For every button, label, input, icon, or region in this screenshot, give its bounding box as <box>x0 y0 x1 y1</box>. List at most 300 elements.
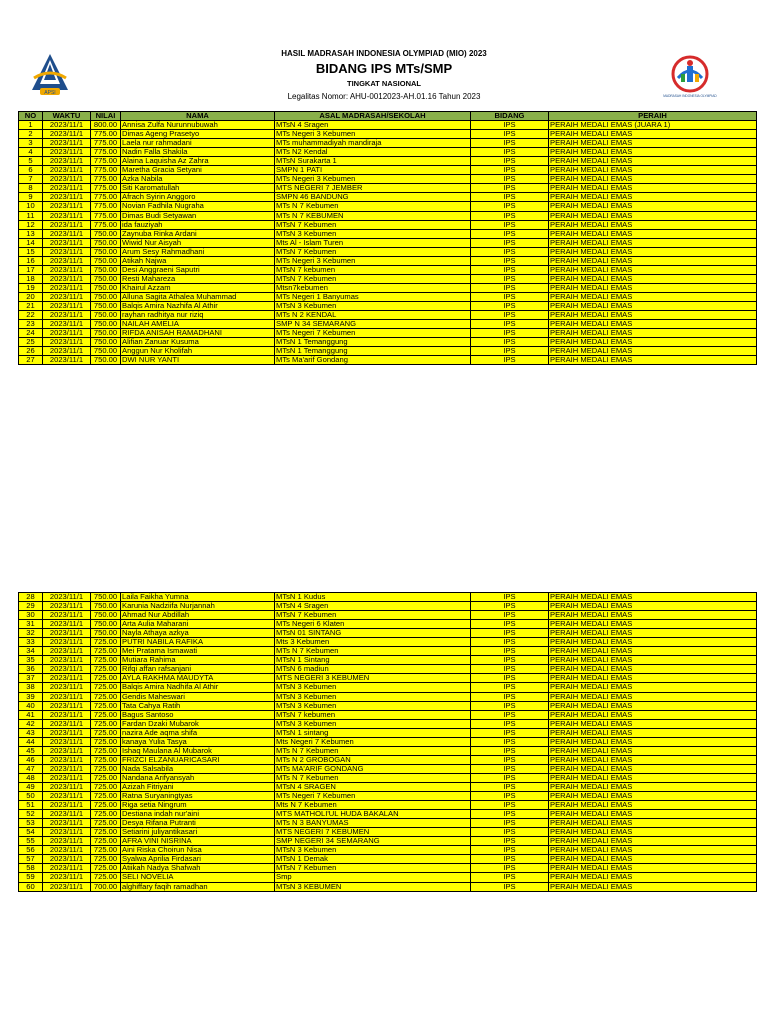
cell-nama: Laela nur rahmadani <box>121 139 275 148</box>
cell-nilai: 775.00 <box>91 175 121 184</box>
cell-bidang: IPS <box>471 229 549 238</box>
cell-nilai: 725.00 <box>91 819 121 828</box>
cell-nama: Aini Riska Choirun Nisa <box>121 846 275 855</box>
cell-no: 35 <box>19 656 43 665</box>
cell-peraih: PERAIH MEDALI EMAS <box>549 166 757 175</box>
cell-nama: Balqis Amira Nadhifa Al Athir <box>121 683 275 692</box>
cell-nama: Anggun Nur Kholifah <box>121 347 275 356</box>
cell-waktu: 2023/11/1 <box>43 683 91 692</box>
cell-waktu: 2023/11/1 <box>43 746 91 755</box>
cell-bidang: IPS <box>471 701 549 710</box>
cell-peraih: PERAIH MEDALI EMAS <box>549 311 757 320</box>
cell-no: 30 <box>19 611 43 620</box>
cell-bidang: IPS <box>471 864 549 873</box>
cell-asal: MTs N2 Kendal <box>275 148 471 157</box>
cell-no: 25 <box>19 338 43 347</box>
cell-asal: MTs N 7 Kebumen <box>275 647 471 656</box>
cell-no: 58 <box>19 864 43 873</box>
cell-waktu: 2023/11/1 <box>43 737 91 746</box>
cell-bidang: IPS <box>471 148 549 157</box>
cell-nilai: 750.00 <box>91 602 121 611</box>
cell-no: 3 <box>19 139 43 148</box>
cell-no: 47 <box>19 764 43 773</box>
table-row <box>19 882 757 891</box>
cell-nilai: 725.00 <box>91 647 121 656</box>
cell-nama: Annisa Zulfa Nurunnubuwah <box>121 121 275 130</box>
cell-nilai: 750.00 <box>91 320 121 329</box>
table-row <box>19 356 757 365</box>
cell-no: 57 <box>19 855 43 864</box>
cell-asal: MTsN 3 Kebumen <box>275 229 471 238</box>
cell-nilai: 750.00 <box>91 347 121 356</box>
cell-asal: MTS NEGERI 7 KEBUMEN <box>275 828 471 837</box>
cell-no: 20 <box>19 292 43 301</box>
cell-bidang: IPS <box>471 683 549 692</box>
cell-waktu: 2023/11/1 <box>43 656 91 665</box>
cell-waktu: 2023/11/1 <box>43 882 91 891</box>
cell-nama: Rifqi affan rafsanjani <box>121 665 275 674</box>
cell-nama: Desi Anggraeni Saputri <box>121 265 275 274</box>
cell-waktu: 2023/11/1 <box>43 148 91 157</box>
cell-peraih: PERAIH MEDALI EMAS <box>549 782 757 791</box>
cell-nama: Alifian Zanuar Kusuma <box>121 338 275 347</box>
cell-asal: MTsN 7 Kebumen <box>275 611 471 620</box>
cell-nilai: 750.00 <box>91 620 121 629</box>
cell-nilai: 725.00 <box>91 873 121 882</box>
table-row <box>19 737 757 746</box>
cell-nama: Afrach Syirin Anggoro <box>121 193 275 202</box>
cell-asal: MTs N 7 Kebumen <box>275 773 471 782</box>
cell-asal: MTs MA'ARIF GONDANG <box>275 764 471 773</box>
cell-bidang: IPS <box>471 121 549 130</box>
cell-nama: Azka Nabila <box>121 175 275 184</box>
cell-bidang: IPS <box>471 692 549 701</box>
cell-nilai: 725.00 <box>91 801 121 810</box>
column-header-nilai: NILAI <box>91 112 121 121</box>
cell-nilai: 750.00 <box>91 247 121 256</box>
cell-nilai: 725.00 <box>91 828 121 837</box>
cell-asal: MTsN Surakarta 1 <box>275 157 471 166</box>
cell-no: 42 <box>19 719 43 728</box>
cell-bidang: IPS <box>471 220 549 229</box>
cell-asal: MTs Negeri 3 Kebumen <box>275 130 471 139</box>
cell-no: 59 <box>19 873 43 882</box>
cell-waktu: 2023/11/1 <box>43 184 91 193</box>
cell-asal: MTs N 7 Kebumen <box>275 746 471 755</box>
cell-peraih: PERAIH MEDALI EMAS <box>549 148 757 157</box>
cell-bidang: IPS <box>471 602 549 611</box>
cell-no: 36 <box>19 665 43 674</box>
column-header-asal: ASAL MADRASAH/SEKOLAH <box>275 112 471 121</box>
cell-no: 44 <box>19 737 43 746</box>
cell-nama: Tata Cahya Ratih <box>121 701 275 710</box>
cell-nama: Azizah Fitriyani <box>121 782 275 791</box>
cell-waktu: 2023/11/1 <box>43 611 91 620</box>
cell-asal: MTs N 7 Kebumen <box>275 202 471 211</box>
cell-no: 10 <box>19 202 43 211</box>
cell-nama: Nandana Arifyansyah <box>121 773 275 782</box>
cell-bidang: IPS <box>471 283 549 292</box>
cell-bidang: IPS <box>471 837 549 846</box>
cell-asal: Mtsn7kebumen <box>275 283 471 292</box>
cell-peraih: PERAIH MEDALI EMAS <box>549 719 757 728</box>
cell-nama: Atikah Najwa <box>121 256 275 265</box>
cell-no: 7 <box>19 175 43 184</box>
cell-waktu: 2023/11/1 <box>43 166 91 175</box>
cell-nama: Wiwid Nur Aisyah <box>121 238 275 247</box>
cell-peraih: PERAIH MEDALI EMAS <box>549 184 757 193</box>
cell-nilai: 725.00 <box>91 719 121 728</box>
cell-waktu: 2023/11/1 <box>43 274 91 283</box>
cell-waktu: 2023/11/1 <box>43 193 91 202</box>
cell-waktu: 2023/11/1 <box>43 764 91 773</box>
cell-bidang: IPS <box>471 238 549 247</box>
mio-logo-text: MADRASAH INDONESIA OLYMPIAD <box>663 94 717 98</box>
cell-nama: Atiikah Nadya Shafwah <box>121 864 275 873</box>
cell-bidang: IPS <box>471 157 549 166</box>
cell-bidang: IPS <box>471 175 549 184</box>
cell-nama: ida fauziyah <box>121 220 275 229</box>
cell-bidang: IPS <box>471 202 549 211</box>
cell-nama: nazira Ade aqma shifa <box>121 728 275 737</box>
cell-waktu: 2023/11/1 <box>43 782 91 791</box>
cell-asal: MTsN 7 kebumen <box>275 710 471 719</box>
table-row <box>19 265 757 274</box>
cell-nilai: 750.00 <box>91 611 121 620</box>
cell-nilai: 725.00 <box>91 755 121 764</box>
cell-peraih: PERAIH MEDALI EMAS <box>549 701 757 710</box>
cell-peraih: PERAIH MEDALI EMAS <box>549 647 757 656</box>
cell-waktu: 2023/11/1 <box>43 846 91 855</box>
cell-bidang: IPS <box>471 130 549 139</box>
cell-waktu: 2023/11/1 <box>43 175 91 184</box>
cell-no: 37 <box>19 674 43 683</box>
cell-waktu: 2023/11/1 <box>43 329 91 338</box>
cell-asal: MTS NEGERI 3 KEBUMEN <box>275 674 471 683</box>
cell-no: 51 <box>19 801 43 810</box>
cell-peraih: PERAIH MEDALI EMAS <box>549 283 757 292</box>
cell-nilai: 750.00 <box>91 274 121 283</box>
cell-asal: MTs Negeri 1 Banyumas <box>275 292 471 301</box>
cell-bidang: IPS <box>471 665 549 674</box>
cell-waktu: 2023/11/1 <box>43 674 91 683</box>
cell-waktu: 2023/11/1 <box>43 238 91 247</box>
cell-nilai: 725.00 <box>91 656 121 665</box>
cell-bidang: IPS <box>471 764 549 773</box>
cell-nama: Desya Rifana Putranti <box>121 819 275 828</box>
cell-peraih: PERAIH MEDALI EMAS <box>549 665 757 674</box>
cell-asal: MTs N 3 BANYUMAS <box>275 819 471 828</box>
cell-no: 11 <box>19 211 43 220</box>
cell-nilai: 750.00 <box>91 292 121 301</box>
cell-bidang: IPS <box>471 638 549 647</box>
cell-asal: MTsN 7 Kebumen <box>275 220 471 229</box>
cell-peraih: PERAIH MEDALI EMAS <box>549 620 757 629</box>
cell-peraih: PERAIH MEDALI EMAS <box>549 873 757 882</box>
cell-peraih: PERAIH MEDALI EMAS <box>549 837 757 846</box>
cell-no: 54 <box>19 828 43 837</box>
cell-peraih: PERAIH MEDALI EMAS <box>549 638 757 647</box>
cell-peraih: PERAIH MEDALI EMAS <box>549 292 757 301</box>
cell-no: 53 <box>19 819 43 828</box>
cell-no: 31 <box>19 620 43 629</box>
cell-bidang: IPS <box>471 828 549 837</box>
cell-bidang: IPS <box>471 356 549 365</box>
cell-no: 22 <box>19 311 43 320</box>
cell-waktu: 2023/11/1 <box>43 719 91 728</box>
cell-nilai: 800.00 <box>91 121 121 130</box>
table-row <box>19 728 757 737</box>
cell-nilai: 750.00 <box>91 256 121 265</box>
table-row <box>19 247 757 256</box>
cell-no: 28 <box>19 593 43 602</box>
cell-no: 55 <box>19 837 43 846</box>
cell-peraih: PERAIH MEDALI EMAS <box>549 737 757 746</box>
cell-nama: Laila Faikha Yumna <box>121 593 275 602</box>
cell-nama: Arum Sesy Rahmadhani <box>121 247 275 256</box>
cell-waktu: 2023/11/1 <box>43 202 91 211</box>
cell-peraih: PERAIH MEDALI EMAS <box>549 265 757 274</box>
cell-peraih: PERAIH MEDALI EMAS <box>549 828 757 837</box>
cell-peraih: PERAIH MEDALI EMAS <box>549 683 757 692</box>
cell-nilai: 750.00 <box>91 229 121 238</box>
cell-waktu: 2023/11/1 <box>43 629 91 638</box>
cell-peraih: PERAIH MEDALI EMAS <box>549 801 757 810</box>
table-row <box>19 710 757 719</box>
cell-bidang: IPS <box>471 819 549 828</box>
table-row <box>19 719 757 728</box>
cell-waktu: 2023/11/1 <box>43 728 91 737</box>
cell-asal: MTsN 3 Kebumen <box>275 301 471 310</box>
cell-nilai: 725.00 <box>91 846 121 855</box>
column-header-peraih: PERAIH <box>549 112 757 121</box>
cell-waktu: 2023/11/1 <box>43 701 91 710</box>
table-row <box>19 683 757 692</box>
cell-bidang: IPS <box>471 746 549 755</box>
cell-bidang: IPS <box>471 873 549 882</box>
cell-nilai: 750.00 <box>91 311 121 320</box>
cell-waktu: 2023/11/1 <box>43 710 91 719</box>
cell-no: 13 <box>19 229 43 238</box>
cell-nilai: 750.00 <box>91 238 121 247</box>
cell-asal: MTs Ma'arif Gondang <box>275 356 471 365</box>
cell-no: 34 <box>19 647 43 656</box>
cell-peraih: PERAIH MEDALI EMAS <box>549 175 757 184</box>
cell-bidang: IPS <box>471 656 549 665</box>
cell-nilai: 725.00 <box>91 674 121 683</box>
cell-no: 6 <box>19 166 43 175</box>
cell-waktu: 2023/11/1 <box>43 229 91 238</box>
cell-nama: Maretha Gracia Setyani <box>121 166 275 175</box>
cell-waktu: 2023/11/1 <box>43 211 91 220</box>
table-row <box>19 202 757 211</box>
cell-nama: Dimas Ageng Prasetyo <box>121 130 275 139</box>
table-row <box>19 701 757 710</box>
cell-nama: Khairul Azzam <box>121 283 275 292</box>
cell-nilai: 725.00 <box>91 683 121 692</box>
cell-nilai: 725.00 <box>91 746 121 755</box>
cell-peraih: PERAIH MEDALI EMAS <box>549 674 757 683</box>
cell-no: 8 <box>19 184 43 193</box>
document-header <box>0 48 768 103</box>
cell-nama: Riga setia Ningrum <box>121 801 275 810</box>
cell-waktu: 2023/11/1 <box>43 692 91 701</box>
cell-no: 16 <box>19 256 43 265</box>
cell-nilai: 725.00 <box>91 855 121 864</box>
cell-no: 5 <box>19 157 43 166</box>
cell-nilai: 775.00 <box>91 220 121 229</box>
cell-peraih: PERAIH MEDALI EMAS <box>549 274 757 283</box>
cell-bidang: IPS <box>471 247 549 256</box>
cell-asal: MTsN 7 Kebumen <box>275 864 471 873</box>
cell-bidang: IPS <box>471 810 549 819</box>
cell-bidang: IPS <box>471 347 549 356</box>
cell-nama: Balqis Amira Nazhifa Al Athir <box>121 301 275 310</box>
results-table-1 <box>18 111 757 365</box>
cell-asal: MTsN 4 SRAGEN <box>275 782 471 791</box>
cell-no: 14 <box>19 238 43 247</box>
cell-asal: Mts N 7 Kebumen <box>275 801 471 810</box>
cell-bidang: IPS <box>471 593 549 602</box>
cell-asal: MTs Negeri 6 Klaten <box>275 620 471 629</box>
cell-peraih: PERAIH MEDALI EMAS <box>549 301 757 310</box>
cell-bidang: IPS <box>471 274 549 283</box>
table-row <box>19 229 757 238</box>
cell-asal: MTsN 01 SINTANG <box>275 629 471 638</box>
cell-waktu: 2023/11/1 <box>43 121 91 130</box>
cell-nama: alghiffary faqih ramadhan <box>121 882 275 891</box>
cell-asal: MTs N 7 KEBUMEN <box>275 211 471 220</box>
cell-waktu: 2023/11/1 <box>43 855 91 864</box>
cell-nama: SELI NOVELIA <box>121 873 275 882</box>
cell-peraih: PERAIH MEDALI EMAS <box>549 746 757 755</box>
cell-nama: kanaya Yulia Tasya <box>121 737 275 746</box>
cell-waktu: 2023/11/1 <box>43 301 91 310</box>
cell-asal: MTsN 1 sintang <box>275 728 471 737</box>
cell-nilai: 725.00 <box>91 638 121 647</box>
cell-no: 24 <box>19 329 43 338</box>
cell-asal: MTs Negeri 3 Kebumen <box>275 175 471 184</box>
cell-nilai: 725.00 <box>91 692 121 701</box>
cell-bidang: IPS <box>471 311 549 320</box>
cell-asal: MTsN 3 Kebumen <box>275 683 471 692</box>
cell-nama: Destiana indah nur'aini <box>121 810 275 819</box>
cell-bidang: IPS <box>471 329 549 338</box>
cell-waktu: 2023/11/1 <box>43 220 91 229</box>
cell-nilai: 725.00 <box>91 701 121 710</box>
cell-bidang: IPS <box>471 755 549 764</box>
cell-no: 27 <box>19 356 43 365</box>
cell-asal: MTs Negeri 3 Kebumen <box>275 256 471 265</box>
cell-asal: Mts Negeri 7 Kebumen <box>275 737 471 746</box>
cell-waktu: 2023/11/1 <box>43 819 91 828</box>
cell-nilai: 775.00 <box>91 166 121 175</box>
cell-peraih: PERAIH MEDALI EMAS <box>549 238 757 247</box>
cell-asal: MTsN 1 Demak <box>275 855 471 864</box>
cell-bidang: IPS <box>471 801 549 810</box>
cell-waktu: 2023/11/1 <box>43 620 91 629</box>
cell-nama: Alluna Sagita Athalea Muhammad <box>121 292 275 301</box>
cell-asal: Smp <box>275 873 471 882</box>
cell-asal: MTS MATHOLI'UL HUDA BAKALAN <box>275 810 471 819</box>
cell-peraih: PERAIH MEDALI EMAS <box>549 819 757 828</box>
cell-waktu: 2023/11/1 <box>43 247 91 256</box>
cell-waktu: 2023/11/1 <box>43 320 91 329</box>
cell-nilai: 725.00 <box>91 837 121 846</box>
header-level: TINGKAT NASIONAL <box>346 79 422 88</box>
cell-asal: MTs Negeri 7 Kebumen <box>275 329 471 338</box>
table-row <box>19 746 757 755</box>
cell-asal: MTs N 2 KENDAL <box>275 311 471 320</box>
cell-no: 45 <box>19 746 43 755</box>
cell-asal: MTsN 3 Kebumen <box>275 846 471 855</box>
cell-asal: SMP NEGERI 34 SEMARANG <box>275 837 471 846</box>
column-header-waktu: WAKTU <box>43 112 91 121</box>
cell-waktu: 2023/11/1 <box>43 139 91 148</box>
cell-peraih: PERAIH MEDALI EMAS <box>549 320 757 329</box>
cell-nilai: 725.00 <box>91 792 121 801</box>
cell-asal: MTS NEGERI 7 JEMBER <box>275 184 471 193</box>
cell-asal: Mts 3 Kebumen <box>275 638 471 647</box>
apsi-logo-text: APSI <box>44 90 56 96</box>
cell-bidang: IPS <box>471 846 549 855</box>
cell-nilai: 750.00 <box>91 338 121 347</box>
cell-nilai: 725.00 <box>91 773 121 782</box>
cell-nama: Ahmad Nur Abdillah <box>121 611 275 620</box>
cell-no: 50 <box>19 792 43 801</box>
cell-no: 4 <box>19 148 43 157</box>
cell-no: 18 <box>19 274 43 283</box>
cell-asal: MTsN 7 Kebumen <box>275 274 471 283</box>
column-header-no: NO <box>19 112 43 121</box>
cell-nama: AYLA RAKHMA MAUDYTA <box>121 674 275 683</box>
cell-waktu: 2023/11/1 <box>43 356 91 365</box>
cell-bidang: IPS <box>471 139 549 148</box>
cell-nilai: 725.00 <box>91 782 121 791</box>
cell-nama: Fardan Dzaki Mubarok <box>121 719 275 728</box>
cell-waktu: 2023/11/1 <box>43 647 91 656</box>
cell-nama: Alaina Laquisha Az Zahra <box>121 157 275 166</box>
table-row <box>19 211 757 220</box>
cell-nama: Karunia Nadziifa Nurjannah <box>121 602 275 611</box>
cell-nama: Siti Karomatullah <box>121 184 275 193</box>
cell-no: 32 <box>19 629 43 638</box>
cell-nilai: 750.00 <box>91 356 121 365</box>
cell-bidang: IPS <box>471 782 549 791</box>
cell-peraih: PERAIH MEDALI EMAS <box>549 202 757 211</box>
cell-nilai: 750.00 <box>91 329 121 338</box>
cell-nilai: 775.00 <box>91 139 121 148</box>
cell-asal: MTs N 2 GROBOGAN <box>275 755 471 764</box>
cell-no: 9 <box>19 193 43 202</box>
cell-peraih: PERAIH MEDALI EMAS <box>549 764 757 773</box>
cell-asal: MTsN 3 Kebumen <box>275 692 471 701</box>
cell-peraih: PERAIH MEDALI EMAS <box>549 810 757 819</box>
cell-waktu: 2023/11/1 <box>43 347 91 356</box>
cell-peraih: PERAIH MEDALI EMAS <box>549 256 757 265</box>
cell-peraih: PERAIH MEDALI EMAS <box>549 611 757 620</box>
header-legal-number: Legalitas Nomor: AHU-0012023-AH.01.16 Tahun 2023 <box>287 92 481 101</box>
cell-peraih: PERAIH MEDALI EMAS <box>549 629 757 638</box>
cell-bidang: IPS <box>471 211 549 220</box>
cell-nilai: 725.00 <box>91 710 121 719</box>
cell-bidang: IPS <box>471 728 549 737</box>
cell-asal: MTsN 4 Sragen <box>275 602 471 611</box>
cell-nama: RIFDA ANISAH RAMADHANI <box>121 329 275 338</box>
cell-nilai: 775.00 <box>91 157 121 166</box>
cell-bidang: IPS <box>471 620 549 629</box>
cell-waktu: 2023/11/1 <box>43 256 91 265</box>
